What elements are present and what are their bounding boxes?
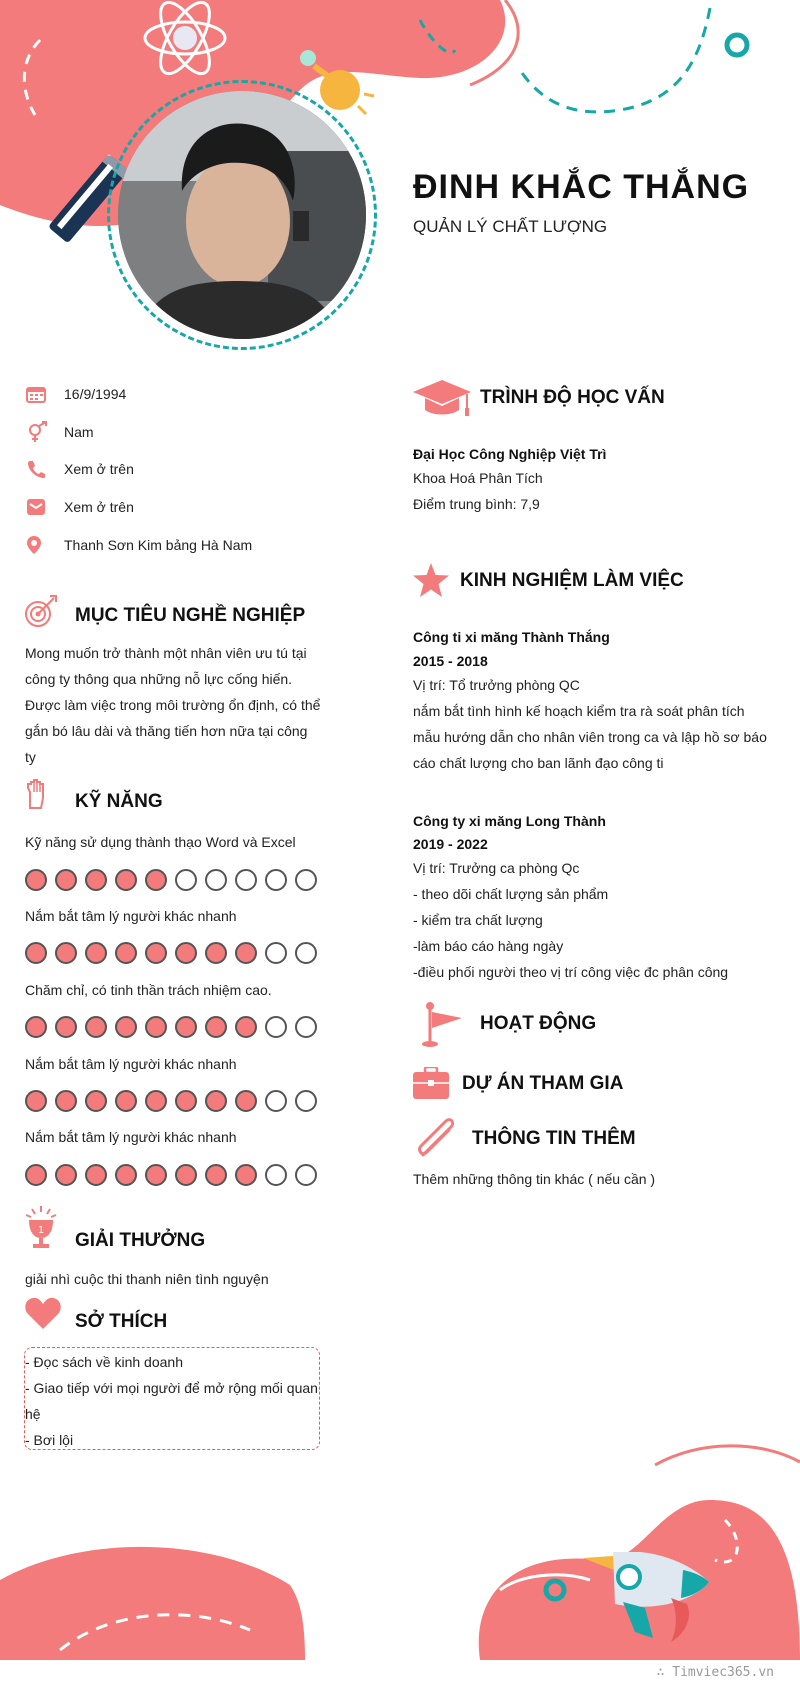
objective-title: MỤC TIÊU NGHỀ NGHIỆP — [75, 605, 306, 626]
atom-icon — [140, 0, 230, 82]
rating-dot-filled — [175, 1164, 197, 1186]
star-icon — [413, 563, 449, 597]
objective-line: Mong muốn trở thành một nhân viên ưu tú tại — [25, 645, 307, 661]
hobbies-list — [25, 1349, 320, 1453]
list-item: - Đọc sách về kinh doanh — [25, 1354, 183, 1370]
paperclip-icon — [415, 1117, 459, 1159]
rating-dot-filled — [85, 869, 107, 891]
rating-dot-filled — [115, 1164, 137, 1186]
job-company: Công ty xi măng Long Thành — [413, 813, 606, 829]
job-role: Vị trí: Tổ trưởng phòng QC — [413, 677, 580, 693]
rating-dot-empty — [295, 1090, 317, 1112]
rating-dot-empty — [265, 1164, 287, 1186]
rating-dot-filled — [235, 1164, 257, 1186]
avatar — [118, 91, 366, 339]
trophy-icon — [24, 1206, 58, 1250]
education-title: TRÌNH ĐỘ HỌC VẤN — [480, 387, 665, 408]
rating-dot-filled — [115, 1016, 137, 1038]
objective-text — [25, 640, 321, 770]
rating-dot-filled — [145, 942, 167, 964]
objective-line: ty — [25, 749, 36, 765]
email-value: Xem ở trên — [64, 499, 134, 515]
job-description — [413, 856, 769, 985]
skill-label: Nắm bắt tâm lý người khác nhanh — [25, 908, 237, 924]
rating-dot-filled — [55, 1164, 77, 1186]
rating-dot-filled — [205, 942, 227, 964]
rating-dot-filled — [85, 1164, 107, 1186]
rating-dot-empty — [265, 1090, 287, 1112]
rating-dot-filled — [235, 942, 257, 964]
full-name: ĐINH KHẮC THẮNG — [413, 168, 750, 206]
education-school: Đại Học Công Nghiệp Việt Trì — [413, 446, 607, 462]
contact-email — [26, 496, 346, 518]
rating-dot-filled — [145, 1016, 167, 1038]
skill-rating — [25, 942, 317, 964]
experience-title: KINH NGHIỆM LÀM VIỆC — [460, 570, 684, 591]
rating-dot-filled — [85, 1090, 107, 1112]
list-item: - Bơi lội — [25, 1432, 74, 1448]
rating-dot-filled — [205, 1016, 227, 1038]
rating-dot-filled — [145, 1090, 167, 1112]
rating-dot-filled — [115, 1090, 137, 1112]
skill-rating — [25, 1016, 317, 1038]
flag-icon — [420, 1002, 464, 1048]
skill-label: Chăm chỉ, có tinh thần trách nhiệm cao. — [25, 982, 272, 998]
gender-value: Nam — [64, 424, 94, 440]
heart-icon — [24, 1296, 62, 1330]
svg-text:1: 1 — [37, 1225, 45, 1236]
rating-dot-filled — [145, 1164, 167, 1186]
rating-dot-empty — [295, 869, 317, 891]
phone-value: Xem ở trên — [64, 461, 134, 477]
rating-dot-filled — [175, 942, 197, 964]
rating-dot-filled — [25, 942, 47, 964]
rating-dot-empty — [265, 942, 287, 964]
contact-gender — [26, 421, 346, 443]
rating-dot-filled — [85, 942, 107, 964]
job-desc-line: - theo dõi chất lượng sản phẩm — [413, 886, 609, 902]
objective-line: công ty thông qua những nỗ lực cống hiến. — [25, 671, 293, 687]
rocket-icon — [583, 1552, 713, 1652]
list-item: hệ — [25, 1406, 41, 1422]
hand-icon — [24, 778, 48, 810]
rating-dot-empty — [295, 1164, 317, 1186]
awards-text: giải nhì cuộc thi thanh niên tình nguyện — [25, 1271, 269, 1287]
rating-dot-filled — [25, 869, 47, 891]
job-desc-line: mẫu hướng dẫn cho nhân viên trong ca và lập hồ sơ báo — [413, 729, 767, 745]
briefcase-icon — [413, 1067, 449, 1099]
job-desc-line: -điều phối người theo vị trí công việc đc phân công — [413, 964, 729, 980]
target-icon — [24, 594, 58, 628]
activities-title: HOẠT ĐỘNG — [480, 1013, 597, 1034]
rating-dot-empty — [295, 942, 317, 964]
rating-dot-filled — [85, 1016, 107, 1038]
awards-title: GIẢI THƯỞNG — [75, 1230, 206, 1251]
rating-dot-filled — [235, 1090, 257, 1112]
rating-dot-filled — [25, 1164, 47, 1186]
skill-label: Nắm bắt tâm lý người khác nhanh — [25, 1129, 237, 1145]
rating-dot-filled — [25, 1090, 47, 1112]
skill-label: Kỹ năng sử dụng thành thạo Word và Excel — [25, 834, 296, 850]
more-info-text: Thêm những thông tin khác ( nếu cần ) — [413, 1171, 656, 1187]
graduation-cap-icon — [413, 380, 471, 416]
rating-dot-empty — [235, 869, 257, 891]
skill-label: Nắm bắt tâm lý người khác nhanh — [25, 1056, 237, 1072]
birthday-value: 16/9/1994 — [64, 386, 127, 402]
list-item: - Giao tiếp với mọi người để mở rộng mối quan — [25, 1380, 318, 1396]
rating-dot-filled — [205, 1090, 227, 1112]
skill-rating — [25, 1090, 317, 1112]
contact-address — [26, 534, 346, 556]
job-desc-line: nắm bắt tình hình kế hoạch kiểm tra rà soát phân tích — [413, 703, 745, 719]
rating-dot-empty — [175, 869, 197, 891]
job-description — [413, 698, 769, 776]
job-period: 2019 - 2022 — [413, 836, 488, 852]
watermark: ∴ Timviec365.vn — [656, 1665, 774, 1680]
rating-dot-filled — [235, 1016, 257, 1038]
job-desc-line: -làm báo cáo hàng ngày — [413, 938, 564, 954]
address-value: Thanh Sơn Kim bảng Hà Nam — [64, 537, 253, 553]
skill-rating — [25, 869, 317, 891]
rating-dot-filled — [175, 1090, 197, 1112]
objective-line: Được làm việc trong môi trường ổn định, có thể — [25, 697, 321, 713]
rating-dot-filled — [115, 869, 137, 891]
rating-dot-empty — [265, 1016, 287, 1038]
education-gpa: Điểm trung bình: 7,9 — [413, 496, 540, 512]
contact-phone — [26, 458, 346, 480]
job-title: QUẢN LÝ CHẤT LƯỢNG — [413, 217, 608, 236]
rating-dot-filled — [175, 1016, 197, 1038]
email-icon — [26, 496, 54, 518]
gender-icon — [26, 421, 54, 443]
calendar-icon — [26, 383, 54, 405]
projects-title: DỰ ÁN THAM GIA — [462, 1073, 624, 1094]
rating-dot-filled — [55, 1090, 77, 1112]
job-company: Công ti xi măng Thành Thắng — [413, 629, 610, 645]
rating-dot-filled — [55, 869, 77, 891]
rating-dot-empty — [295, 1016, 317, 1038]
rating-dot-filled — [55, 942, 77, 964]
education-faculty: Khoa Hoá Phân Tích — [413, 470, 543, 486]
location-icon — [26, 534, 54, 556]
rating-dot-filled — [115, 942, 137, 964]
rating-dot-empty — [265, 869, 287, 891]
job-desc-line: cáo chất lượng cho ban lãnh đạo công ti — [413, 755, 664, 771]
rating-dot-filled — [205, 1164, 227, 1186]
job-period: 2015 - 2018 — [413, 653, 488, 669]
job-desc-line: - kiểm tra chất lượng — [413, 912, 543, 928]
rating-dot-filled — [55, 1016, 77, 1038]
rating-dot-filled — [25, 1016, 47, 1038]
rating-dot-filled — [145, 869, 167, 891]
phone-icon — [26, 458, 54, 480]
hobbies-title: SỞ THÍCH — [75, 1311, 168, 1332]
rating-dot-empty — [205, 869, 227, 891]
skill-rating — [25, 1164, 317, 1186]
contact-birthday — [26, 383, 346, 405]
more-info-title: THÔNG TIN THÊM — [472, 1128, 636, 1149]
objective-line: gắn bó lâu dài và thăng tiến hơn nữa tại công — [25, 723, 308, 739]
job-role: Vị trí: Trưởng ca phòng Qc — [413, 860, 580, 876]
skills-title: KỸ NĂNG — [75, 791, 163, 812]
